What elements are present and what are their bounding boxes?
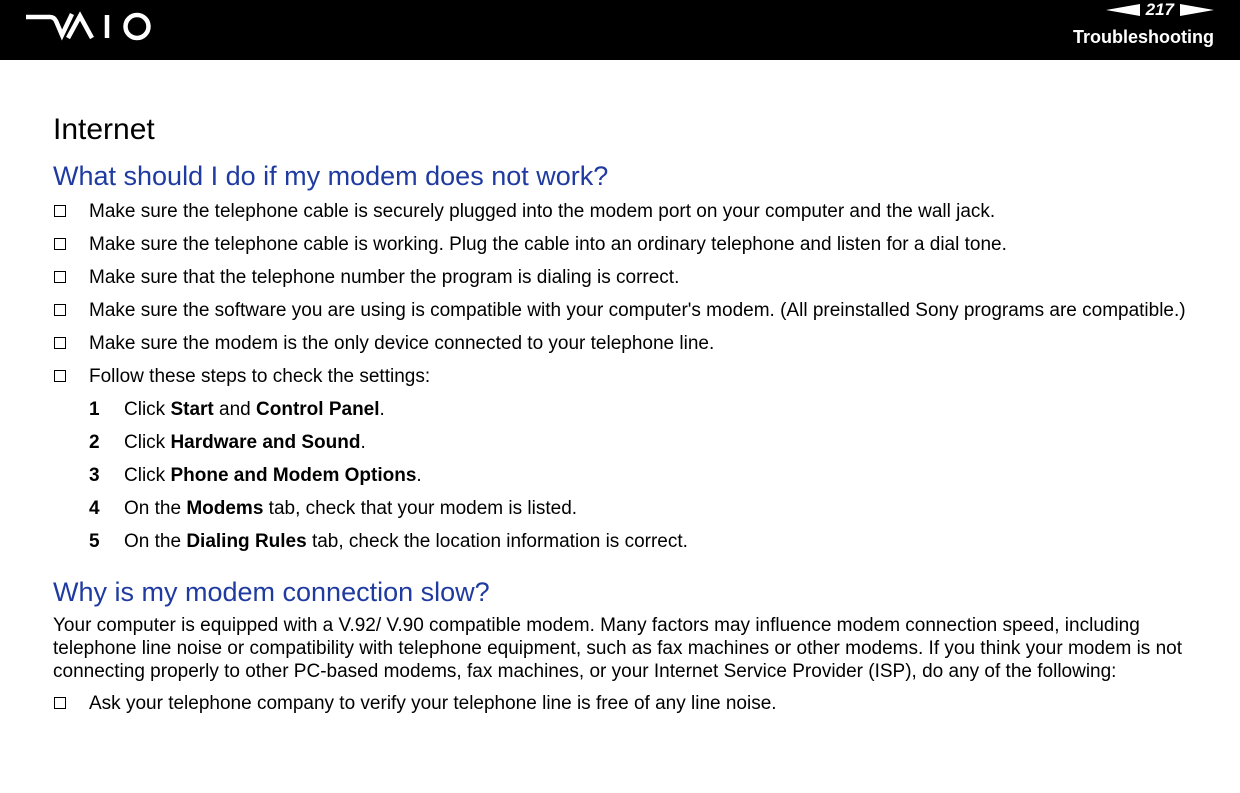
- checklist-item-text: Make sure the telephone cable is securely plugged into the modem port on your computer and the wall jack.: [89, 201, 996, 222]
- checkbox-bullet-icon: [54, 304, 66, 316]
- question-heading-modem-not-working: What should I do if my modem does not work?: [53, 161, 609, 191]
- step-item: [53, 464, 1213, 488]
- ui-term-dialing-rules: Dialing Rules: [186, 531, 307, 552]
- step-item: [53, 431, 1213, 455]
- checklist-item-text: Make sure that the telephone number the program is dialing is correct.: [89, 267, 680, 288]
- checklist-item-text: Make sure the software you are using is compatible with your computer's modem. (All preinstalled Sony programs are compatible.): [89, 300, 1186, 321]
- step-number: 2: [89, 432, 100, 453]
- section-label: Troubleshooting: [1073, 27, 1214, 47]
- step-text: Click: [124, 399, 171, 420]
- checklist-item: [53, 692, 1213, 716]
- step-text: Click: [124, 432, 171, 453]
- ui-term-hardware-and-sound: Hardware and Sound: [170, 432, 361, 453]
- step-item: [53, 398, 1213, 422]
- checklist-item: [53, 266, 1213, 290]
- checkbox-bullet-icon: [54, 238, 66, 250]
- step-number: 3: [89, 465, 100, 486]
- step-text: On the: [124, 531, 187, 552]
- checkbox-bullet-icon: [54, 271, 66, 283]
- step-text: .: [379, 399, 385, 420]
- step-item: [53, 530, 1213, 554]
- next-page-icon[interactable]: [1180, 4, 1214, 16]
- page-navigator: [1106, 0, 1214, 20]
- step-number: 5: [89, 531, 100, 552]
- step-number: 4: [89, 498, 100, 519]
- checklist-item-text: Follow these steps to check the settings:: [89, 366, 431, 387]
- checklist-item-text: Make sure the modem is the only device connected to your telephone line.: [89, 333, 715, 354]
- step-text: .: [416, 465, 422, 486]
- step-text: and: [213, 399, 257, 420]
- ui-term-control-panel: Control Panel: [256, 399, 380, 420]
- ui-term-phone-and-modem-options: Phone and Modem Options: [170, 465, 417, 486]
- page-content: [53, 110, 1213, 725]
- step-text: On the: [124, 498, 187, 519]
- checklist-item-text: Ask your telephone company to verify your telephone line is free of any line noise.: [89, 693, 777, 714]
- header-bar: [0, 0, 1240, 60]
- step-item: [53, 497, 1213, 521]
- checklist-item: [53, 233, 1213, 257]
- page-title: Internet: [53, 113, 155, 146]
- checkbox-bullet-icon: [54, 697, 66, 709]
- question-heading-modem-slow: Why is my modem connection slow?: [53, 577, 490, 607]
- step-number: 1: [89, 399, 100, 420]
- step-text: .: [360, 432, 366, 453]
- checkbox-bullet-icon: [54, 205, 66, 217]
- step-text: Click: [124, 465, 171, 486]
- checklist-item: [53, 299, 1213, 323]
- step-text: tab, check the location information is correct.: [306, 531, 688, 552]
- ui-term-modems: Modems: [186, 498, 264, 519]
- checklist-item: [53, 365, 1213, 389]
- body-paragraph: Your computer is equipped with a V.92/ V.90 compatible modem. Many factors may influence modem connection speed, including telephone line noise or compatibility with telephone equipment, such as fax machines or other modems. If you think your modem is not connecting properly to other PC-based modems, fax machines, or your Internet Service Provider (ISP), do any of the following:: [53, 615, 1182, 682]
- checklist-item-text: Make sure the telephone cable is working. Plug the cable into an ordinary telephone and listen for a dial tone.: [89, 234, 1007, 255]
- checklist-item: [53, 200, 1213, 224]
- previous-page-icon[interactable]: [1106, 4, 1140, 16]
- checkbox-bullet-icon: [54, 370, 66, 382]
- checklist-item: [53, 332, 1213, 356]
- checkbox-bullet-icon: [54, 337, 66, 349]
- page-number: 217: [1145, 0, 1174, 19]
- ui-term-start: Start: [170, 399, 214, 420]
- step-text: tab, check that your modem is listed.: [263, 498, 578, 519]
- vaio-logo: [24, 10, 156, 42]
